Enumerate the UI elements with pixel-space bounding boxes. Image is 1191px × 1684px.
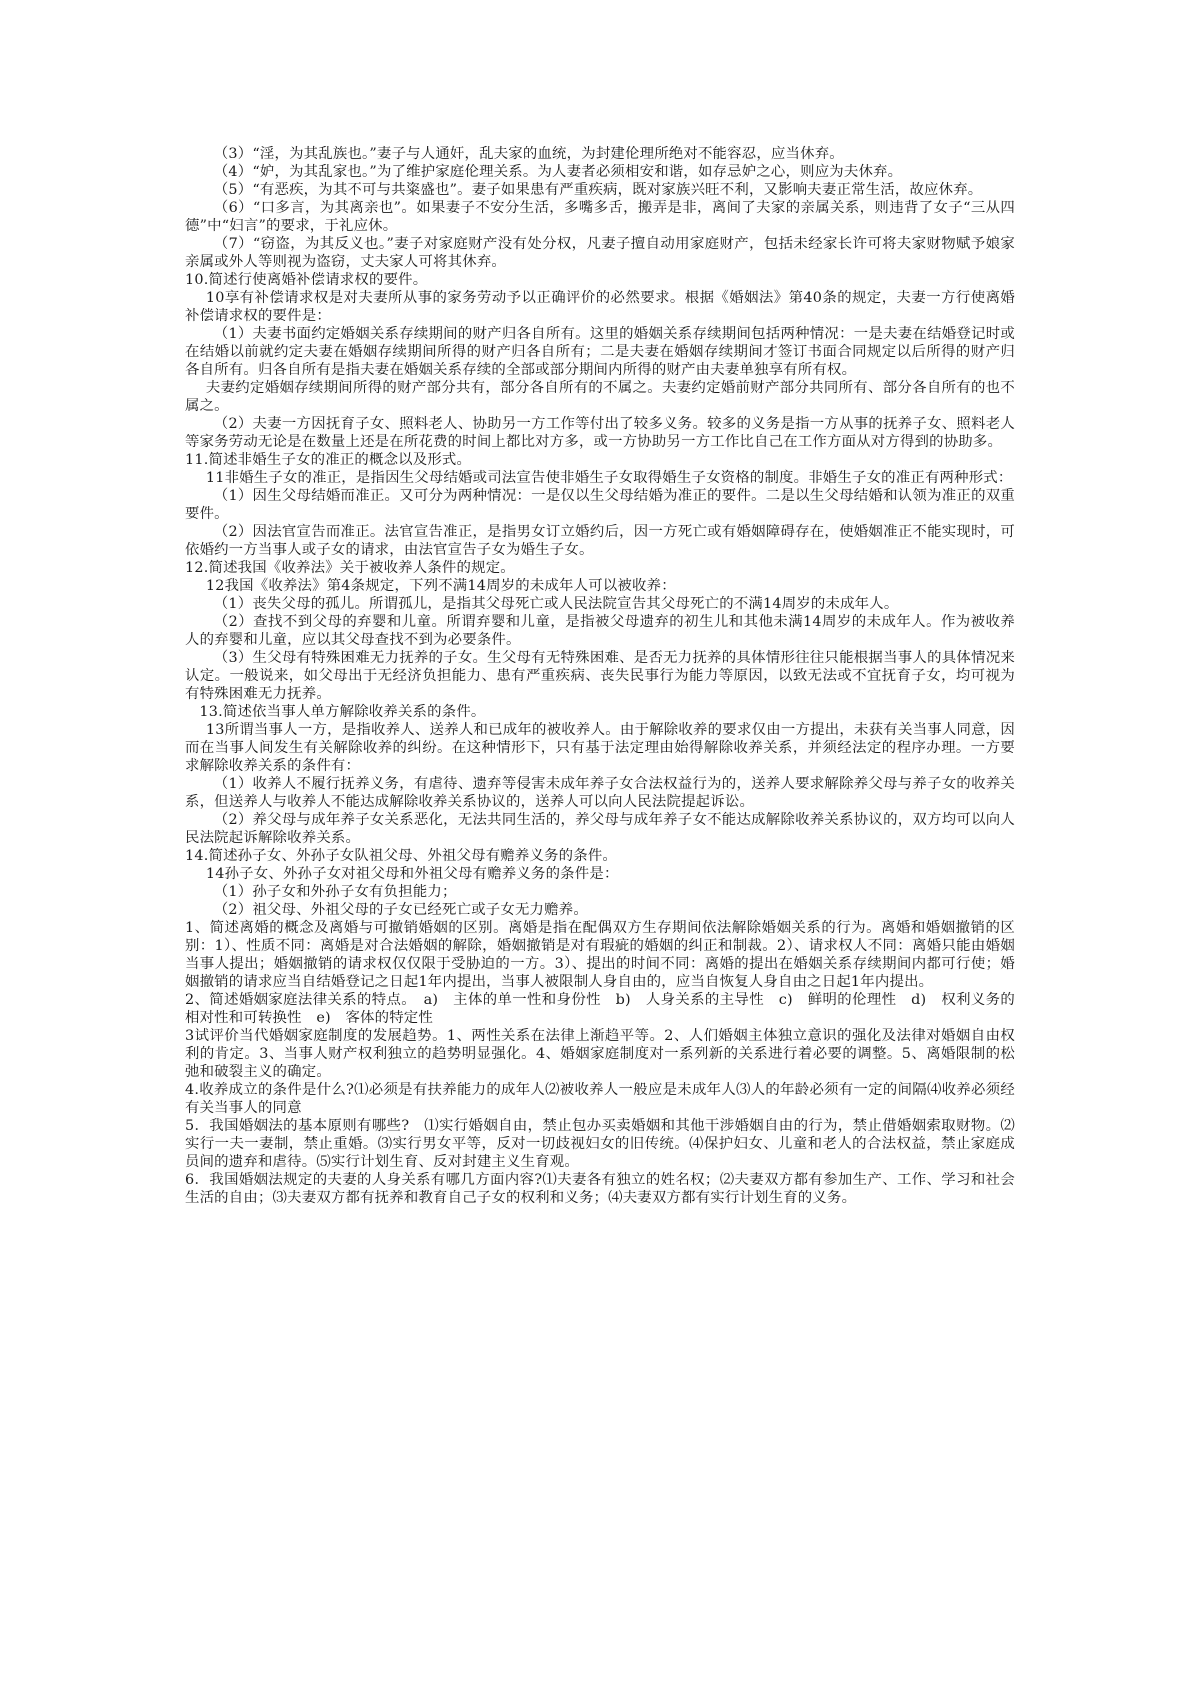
answer-item-12-1: （1）丧失父母的孤儿。所谓孤儿，是指其父母死亡或人民法院宣告其父母死亡的不满14周岁的未成年人。 xyxy=(213,596,899,612)
answer-item-12-3: （3）生父母有特殊困难无力抚养的子女。生父母有无特殊困难、是否无力抚养的具体情形往往只能根据当事人的具体情况来认定。一般说来，如父母出于无经济负担能力、患有严重疾病、丧失民事行为能力等原因，以致无法或不宜抚育子女，均可视为有特殊困难无力抚养。 xyxy=(185,650,1015,702)
answer-intro-10: 10享有补偿请求权是对夫妻所从事的家务劳动予以正确评价的必然要求。根据《婚姻法》第40条的规定，夫妻一方行使离婚补偿请求权的要件是： xyxy=(185,290,1015,324)
answer-item-10-1: （1）夫妻书面约定婚姻关系存续期间的财产归各自所有。这里的婚姻关系存续期间包括两种情况：一是夫妻在结婚登记时或在结婚以前就约定夫妻在婚姻存续期间所得的财产归各自所有；二是夫妻在婚姻存续期间才签订书面合同规定以后所得的财产归各自所有。归各自所有是指夫妻在婚姻关系存续的全部或部分期间内所得的财产由夫妻单独享有所有权。 xyxy=(185,326,1015,378)
paragraph-clause-6: （6）“口多言，为其离亲也”。如果妻子不安分生活，多嘴多舌，搬弄是非，离间了夫家的亲属关系，则违背了女子“三从四德”中“妇言”的要求，于礼应休。 xyxy=(185,200,1015,234)
paragraph-clause-3: （3）“淫，为其乱族也。”妻子与人通奸，乱夫家的血统，为封建伦理所绝对不能容忍，应当休弃。 xyxy=(213,146,844,162)
qa-paragraph-1: 1、简述离婚的概念及离婚与可撤销婚姻的区别。离婚是指在配偶双方生存期间依法解除婚姻关系的行为。离婚和婚姻撤销的区别：1）、性质不同：离婚是对合法婚姻的解除，婚姻撤销是对有瑕疵的婚姻的纠正和制裁。2）、请求权人不同：离婚只能由婚姻当事人提出；婚姻撤销的请求权仅仅限于受胁迫的一方。3）、提出的时间不同：离婚的提出在婚姻关系存续期间内都可行使；婚姻撤销的请求应当自结婚登记之日起1年内提出，当事人被限制人身自由的，应当自恢复人身自由之日起1年内提出。 xyxy=(185,920,1016,990)
answer-item-12-2: （2）查找不到父母的弃婴和儿童。所谓弃婴和儿童，是指被父母遗弃的初生儿和其他未满14周岁的未成年人。作为被收养人的弃婴和儿童，应以其父母查找不到为必要条件。 xyxy=(185,614,1015,648)
answer-item-13-2: （2）养父母与成年养子女关系恶化，无法共同生活的，养父母与成年养子女不能达成解除收养关系协议的，双方均可以向人民法院起诉解除收养关系。 xyxy=(185,812,1015,846)
question-heading-14: 14.简述孙子女、外孙子女队祖父母、外祖父母有赡养义务的条件。 xyxy=(185,848,618,864)
paragraph-clause-5: （5）“有恶疾，为其不可与共粢盛也”。妻子如果患有严重疾病，既对家族兴旺不利，又影响夫妻正常生活，故应休弃。 xyxy=(213,182,983,198)
answer-intro-12: 12我国《收养法》第4条规定，下列不满14周岁的未成年人可以被收养： xyxy=(205,578,676,594)
qa-paragraph-2: 2、简述婚姻家庭法律关系的特点。 a) 主体的单一性和身份性 b) 人身关系的主导性 c) 鲜明的伦理性 d) 权利义务的相对性和可转换性 e) 客体的特定性 xyxy=(185,992,1015,1026)
answer-note-10: 夫妻约定婚姻存续期间所得的财产部分共有，部分各自所有的不属之。夫妻约定婚前财产部分共同所有、部分各自所有的也不属之。 xyxy=(185,380,1015,414)
answer-item-11-2: （2）因法官宣告而准正。法官宣告准正，是指男女订立婚约后，因一方死亡或有婚姻障碍存在，使婚姻准正不能实现时，可依婚约一方当事人或子女的请求，由法官宣告子女为婚生子女。 xyxy=(185,524,1015,558)
answer-intro-14: 14孙子女、外孙子女对祖父母和外祖父母有赡养义务的条件是： xyxy=(205,866,619,882)
paragraph-clause-4: （4）“妒，为其乱家也。”为了维护家庭伦理关系。为人妻者必须相安和谐，如存忌妒之心，则应为夫休弃。 xyxy=(213,164,903,180)
document-page xyxy=(185,145,1015,1207)
question-heading-12: 12.简述我国《收养法》关于被收养人条件的规定。 xyxy=(185,560,515,576)
qa-paragraph-4: 4.收养成立的条件是什么?⑴必须是有扶养能力的成年人⑵被收养人一般应是未成年人⑶人的年龄必须有一定的间隔⑷收养必须经有关当事人的同意 xyxy=(185,1082,1015,1116)
answer-item-14-2: （2）祖父母、外祖父母的子女已经死亡或子女无力赡养。 xyxy=(213,902,588,918)
answer-item-11-1: （1）因生父母结婚而准正。又可分为两种情况：一是仅以生父母结婚为准正的要件。二是以生父母结婚和认领为准正的双重要件。 xyxy=(185,488,1015,522)
answer-item-13-1: （1）收养人不履行抚养义务，有虐待、遗弃等侵害未成年养子女合法权益行为的，送养人要求解除养父母与养子女的收养关系，但送养人与收养人不能达成解除收养关系协议的，送养人可以向人民法院提起诉讼。 xyxy=(185,776,1015,810)
paragraph-clause-7: （7）“窃盗，为其反义也。”妻子对家庭财产没有处分权，凡妻子擅自动用家庭财产，包括未经家长许可将夫家财物赋予娘家亲属或外人等则视为盗窃，丈夫家人可将其休弃。 xyxy=(185,236,1015,270)
question-heading-10: 10.简述行使离婚补偿请求权的要件。 xyxy=(185,272,428,288)
qa-paragraph-5: 5．我国婚姻法的基本原则有哪些? ⑴实行婚姻自由，禁止包办买卖婚姻和其他干涉婚姻自由的行为，禁止借婚姻索取财物。⑵实行一夫一妻制，禁止重婚。⑶实行男女平等，反对一切歧视妇女的旧传统。⑷保护妇女、儿童和老人的合法权益，禁止家庭成员间的遗弃和虐待。⑸实行计划生育、反对封建主义生育观。 xyxy=(185,1118,1015,1170)
question-heading-11: 11.简述非婚生子女的准正的概念以及形式。 xyxy=(185,452,472,468)
answer-intro-11: 11非婚生子女的准正，是指因生父母结婚或司法宣告使非婚生子女取得婚生子女资格的制度。非婚生子女的准正有两种形式： xyxy=(205,470,1013,486)
qa-paragraph-6: 6．我国婚姻法规定的夫妻的人身关系有哪几方面内容?⑴夫妻各有独立的姓名权；⑵夫妻双方都有参加生产、工作、学习和社会生活的自由；⑶夫妻双方都有抚养和教育自己子女的权利和义务；⑷夫妻双方都有实行计划生育的义务。 xyxy=(185,1172,1015,1206)
question-heading-13: 13.简述依当事人单方解除收养关系的条件。 xyxy=(199,704,486,720)
qa-paragraph-3: 3试评价当代婚姻家庭制度的发展趋势。1、两性关系在法律上渐趋平等。2、人们婚姻主体独立意识的强化及法律对婚姻自由权利的肯定。3、当事人财产权利独立的趋势明显强化。4、婚姻家庭制度对一系列新的关系进行着必要的调整。5、离婚限制的松弛和破裂主义的确定。 xyxy=(185,1028,1015,1080)
answer-item-10-2: （2）夫妻一方因抚育子女、照料老人、协助另一方工作等付出了较多义务。较多的义务是指一方从事的抚养子女、照料老人等家务劳动无论是在数量上还是在所花费的时间上都比对方多，或一方协助另一方工作比自己在工作方面从对方得到的协助多。 xyxy=(185,416,1015,450)
answer-intro-13: 13所谓当事人一方，是指收养人、送养人和已成年的被收养人。由于解除收养的要求仅由一方提出，未获有关当事人同意，因而在当事人间发生有关解除收养的纠纷。在这种情形下，只有基于法定理由始得解除收养关系，并须经法定的程序办理。一方要求解除收养关系的条件有： xyxy=(185,722,1015,774)
answer-item-14-1: （1）孙子女和外孙子女有负担能力； xyxy=(213,884,457,900)
